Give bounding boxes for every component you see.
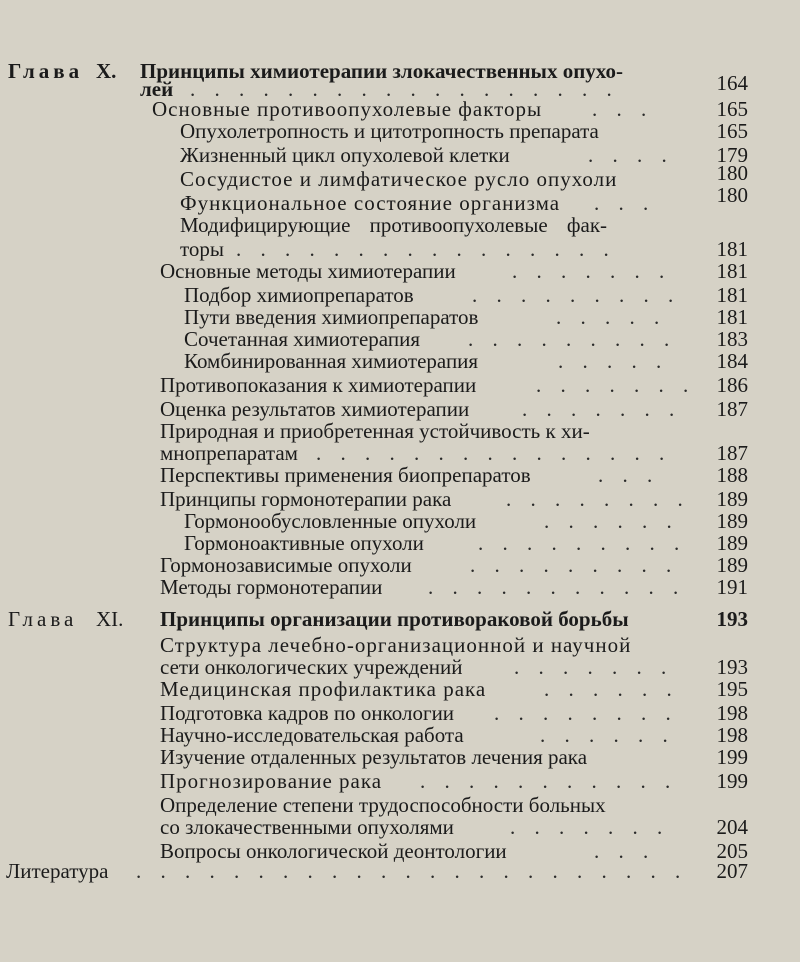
page-number: 181 bbox=[716, 237, 748, 261]
entry-title: торы bbox=[180, 237, 225, 261]
entry-title: Гормоноактивные опухоли bbox=[184, 531, 424, 555]
entry-title: Подбор химиопрепаратов bbox=[184, 283, 414, 307]
entry-title: сети онкологических учреждений bbox=[160, 655, 463, 679]
page-number: 181 bbox=[716, 259, 748, 283]
entry-title: Медицинская профилактика рака bbox=[160, 677, 487, 701]
entry-title: Жизненный цикл опухолевой клетки bbox=[180, 143, 510, 167]
chapter-11-heading bbox=[0, 606, 800, 632]
entry-title: Основные методы химиотерапии bbox=[160, 259, 456, 283]
entry-title: Гормонозависимые опухоли bbox=[160, 553, 412, 577]
toc-entry bbox=[0, 768, 800, 794]
chapter-label: Глава bbox=[8, 607, 78, 631]
entry-title: Прогнозирование рака bbox=[160, 769, 383, 793]
page-number: 207 bbox=[716, 859, 748, 883]
entry-title: Вопросы онкологической деонтологии bbox=[160, 839, 507, 863]
page-number: 193 bbox=[716, 655, 748, 679]
toc-entry bbox=[0, 161, 800, 192]
entry-title: Изучение отдаленных результатов лечения рака bbox=[160, 745, 588, 769]
entry-title: Принципы гормонотерапии рака bbox=[160, 487, 452, 511]
chapter-number: XI. bbox=[96, 607, 124, 631]
entry-title: Гормонообусловленные опухоли bbox=[184, 509, 477, 533]
page-number: 199 bbox=[716, 769, 748, 793]
page-number: 195 bbox=[716, 677, 748, 701]
page-number: 165 bbox=[716, 119, 748, 143]
page-number: 184 bbox=[716, 349, 748, 373]
entry-title: Функциональное состояние организма bbox=[180, 191, 561, 215]
page-number: 181 bbox=[716, 283, 748, 307]
entry-title: со злокачественными опухолями bbox=[160, 815, 454, 839]
leader-dots: . . . . . . . . . bbox=[468, 327, 677, 351]
leader-dots: . . . . bbox=[588, 143, 674, 167]
page-number: 199 bbox=[716, 745, 748, 769]
page-number: 180 bbox=[716, 183, 748, 207]
page-number: 180 bbox=[716, 161, 748, 185]
toc-entry bbox=[0, 744, 800, 770]
leader-dots: . . . . . . . bbox=[510, 815, 670, 839]
chapter-title-cont: лей bbox=[140, 77, 174, 101]
page-number: 183 bbox=[716, 327, 748, 351]
page-number: 179 bbox=[716, 143, 748, 167]
entry-title: Научно-исследовательская работа bbox=[160, 723, 464, 747]
page-number: 191 bbox=[716, 575, 748, 599]
entry-title: Сосудистое и лимфатическое русло опухоли bbox=[180, 167, 618, 191]
page-number: 205 bbox=[716, 839, 748, 863]
page-number: 189 bbox=[716, 531, 748, 555]
leader-dots: . . . . . . . . bbox=[494, 701, 678, 725]
leader-dots: . . . bbox=[594, 191, 656, 215]
entry-title: Комбинированная химиотерапия bbox=[184, 349, 479, 373]
leader-dots: . . . . . bbox=[558, 349, 669, 373]
entry-title: мнопрепаратам bbox=[160, 441, 298, 465]
leader-dots: . . . . . . . . . . . . . . . . . . . . . . . bbox=[136, 859, 688, 883]
toc-entry bbox=[0, 142, 800, 168]
leader-dots: . . . . . . . . . bbox=[470, 553, 679, 577]
entry-title: Структура лечебно-организационной и научной bbox=[160, 633, 632, 657]
entry-title: Опухолетропность и цитотропность препарата bbox=[180, 119, 599, 143]
leader-dots: . . . . . . bbox=[544, 677, 679, 701]
entry-title: Сочетанная химиотерапия bbox=[184, 327, 420, 351]
page-number: 165 bbox=[716, 97, 748, 121]
leader-dots: . . . . . . . bbox=[512, 259, 672, 283]
leader-dots: . . . . . . bbox=[544, 509, 679, 533]
toc-entry bbox=[0, 814, 800, 840]
toc-entry bbox=[0, 574, 800, 600]
toc-entry bbox=[0, 372, 800, 398]
page-number: 187 bbox=[716, 397, 748, 421]
leader-dots: . . . . . bbox=[556, 305, 667, 329]
entry-title: Методы гормонотерапии bbox=[160, 575, 383, 599]
page-number: 189 bbox=[716, 553, 748, 577]
page-number: 189 bbox=[716, 509, 748, 533]
toc-entry bbox=[0, 212, 800, 238]
page-number: 181 bbox=[716, 305, 748, 329]
leader-dots: . . . . . . . . . . . . . . . bbox=[316, 441, 672, 465]
page-number: 198 bbox=[716, 701, 748, 725]
page-number: 193 bbox=[716, 607, 748, 631]
toc-entry bbox=[0, 258, 800, 284]
page-number: 187 bbox=[716, 441, 748, 465]
entry-title: Основные противоопухолевые факторы bbox=[152, 97, 543, 121]
chapter-label: Глава bbox=[8, 59, 84, 83]
leader-dots: . . . . . . . . . . . . . . . . bbox=[236, 237, 616, 261]
leader-dots: . . . bbox=[592, 97, 654, 121]
chapter-title: Принципы химиотерапии злокачественных опухо- bbox=[140, 59, 623, 83]
entry-title: Противопоказания к химиотерапии bbox=[160, 373, 477, 397]
page-number: 188 bbox=[716, 463, 748, 487]
leader-dots: . . . . . . . . bbox=[506, 487, 690, 511]
leader-dots: . . . bbox=[598, 463, 660, 487]
chapter-title: Принципы организации противораковой борьбы bbox=[160, 607, 629, 631]
leader-dots: . . . . . . . . . bbox=[472, 283, 681, 307]
leader-dots: . . . . . . . . . . . . . . . . . . bbox=[190, 77, 619, 101]
literature-entry bbox=[0, 858, 800, 884]
leader-dots: . . . . . . . bbox=[536, 373, 696, 397]
toc-entry bbox=[0, 348, 800, 374]
entry-title: Перспективы применения биопрепаратов bbox=[160, 463, 531, 487]
toc-entry bbox=[0, 118, 800, 144]
leader-dots: . . . . . . . . . bbox=[478, 531, 687, 555]
entry-title: Определение степени трудоспособности больных bbox=[160, 793, 606, 817]
leader-dots: . . . . . . bbox=[540, 723, 675, 747]
entry-title: Оценка результатов химиотерапии bbox=[160, 397, 470, 421]
entry-title: Природная и приобретенная устойчивость к хи- bbox=[160, 419, 590, 443]
toc-entry bbox=[0, 462, 800, 488]
leader-dots: . . . . . . . bbox=[514, 655, 674, 679]
entry-title: Литература bbox=[6, 859, 109, 883]
chapter-number: X. bbox=[96, 59, 117, 83]
page-number: 186 bbox=[716, 373, 748, 397]
leader-dots: . . . . . . . . . . . bbox=[420, 769, 678, 793]
toc-entry bbox=[0, 676, 800, 702]
page-number: 198 bbox=[716, 723, 748, 747]
leader-dots: . . . bbox=[594, 839, 656, 863]
page-number: 189 bbox=[716, 487, 748, 511]
entry-title: Пути введения химиопрепаратов bbox=[184, 305, 479, 329]
leader-dots: . . . . . . . . . . . bbox=[428, 575, 686, 599]
leader-dots: . . . . . . . bbox=[522, 397, 682, 421]
page-number: 164 bbox=[716, 71, 748, 95]
entry-title: Модифицирующие противоопухолевые фак- bbox=[180, 213, 608, 237]
entry-title: Подготовка кадров по онкологии bbox=[160, 701, 455, 725]
page-number: 204 bbox=[716, 815, 748, 839]
